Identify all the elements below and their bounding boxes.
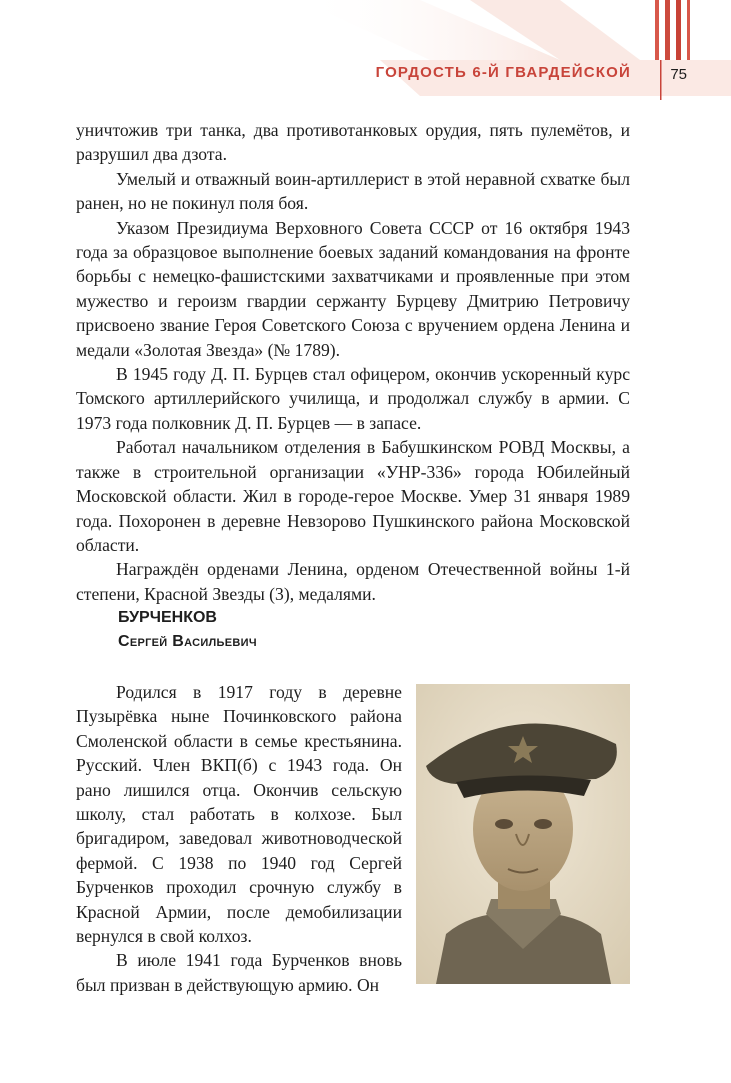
page-number: 75	[670, 66, 687, 83]
bio-heading	[118, 606, 257, 654]
bio-text	[76, 680, 402, 997]
paragraph: Указом Президиума Верховного Совета СССР от 16 октября 1943 года за образцовое выполнение боевых заданий командования на фронте борьбы с немецко-фашистскими захватчиками и проявленные при этом мужество и героизм гвардии сержанту Бурцеву Дмитрию Петровичу присвоено звание Героя Советского Союза с вручением ордена Ленина и медали «Золотая Звезда» (№ 1789).	[76, 217, 630, 360]
paragraph: Работал начальником отделения в Бабушкинском РОВД Москвы, а также в строительной организации «УНР-336» города Юбилейный Московской области. Жил в городе-герое Москве. Умер 31 января 1989 года. Похоронен в деревне Невзорово Пушкинского района Московской области.	[76, 437, 630, 555]
bio-surname: БУРЧЕНКОВ	[118, 609, 217, 626]
bio-given-name: Сергей Васильевич	[118, 633, 257, 650]
paragraph: Награждён орденами Ленина, орденом Отечественной войны 1-й степени, Красной Звезды (3), медалями.	[76, 559, 630, 604]
portrait-photo	[416, 684, 630, 984]
paragraph: Родился в 1917 году в деревне Пузырёвка ныне Починковского района Смоленской области в семье крестьянина. Русский. Член ВКП(б) с 1943 года. Он рано лишился отца. Окончив сельскую школу, стал работать в колхозе. Был бригадиром, заведовал животноводческой фермой. С 1938 по 1940 год Сергей Бурченков проходил срочную службу в Красной Армии, после демобилизации вернулся в свой колхоз.	[76, 682, 402, 947]
running-head: ГОРДОСТЬ 6-Й ГВАРДЕЙСКОЙ	[375, 64, 631, 81]
paragraph: уничтожив три танка, два противотанковых орудия, пять пулемётов, и разрушил два дзота.	[76, 120, 630, 165]
paragraph: В июле 1941 года Бурченков вновь был призван в действующую армию. Он	[76, 950, 402, 995]
paragraph: Умелый и отважный воин-артиллерист в этой неравной схватке был ранен, но не покинул поля боя.	[76, 168, 630, 214]
main-text	[76, 118, 630, 606]
header-decoration	[0, 0, 731, 110]
portrait-illustration	[416, 684, 630, 984]
paragraph: В 1945 году Д. П. Бурцев стал офицером, окончив ускоренный курс Томского артиллерийского училища, и продолжал службу в армии. С 1973 года полковник Д. П. Бурцев — в запасе.	[76, 364, 630, 433]
